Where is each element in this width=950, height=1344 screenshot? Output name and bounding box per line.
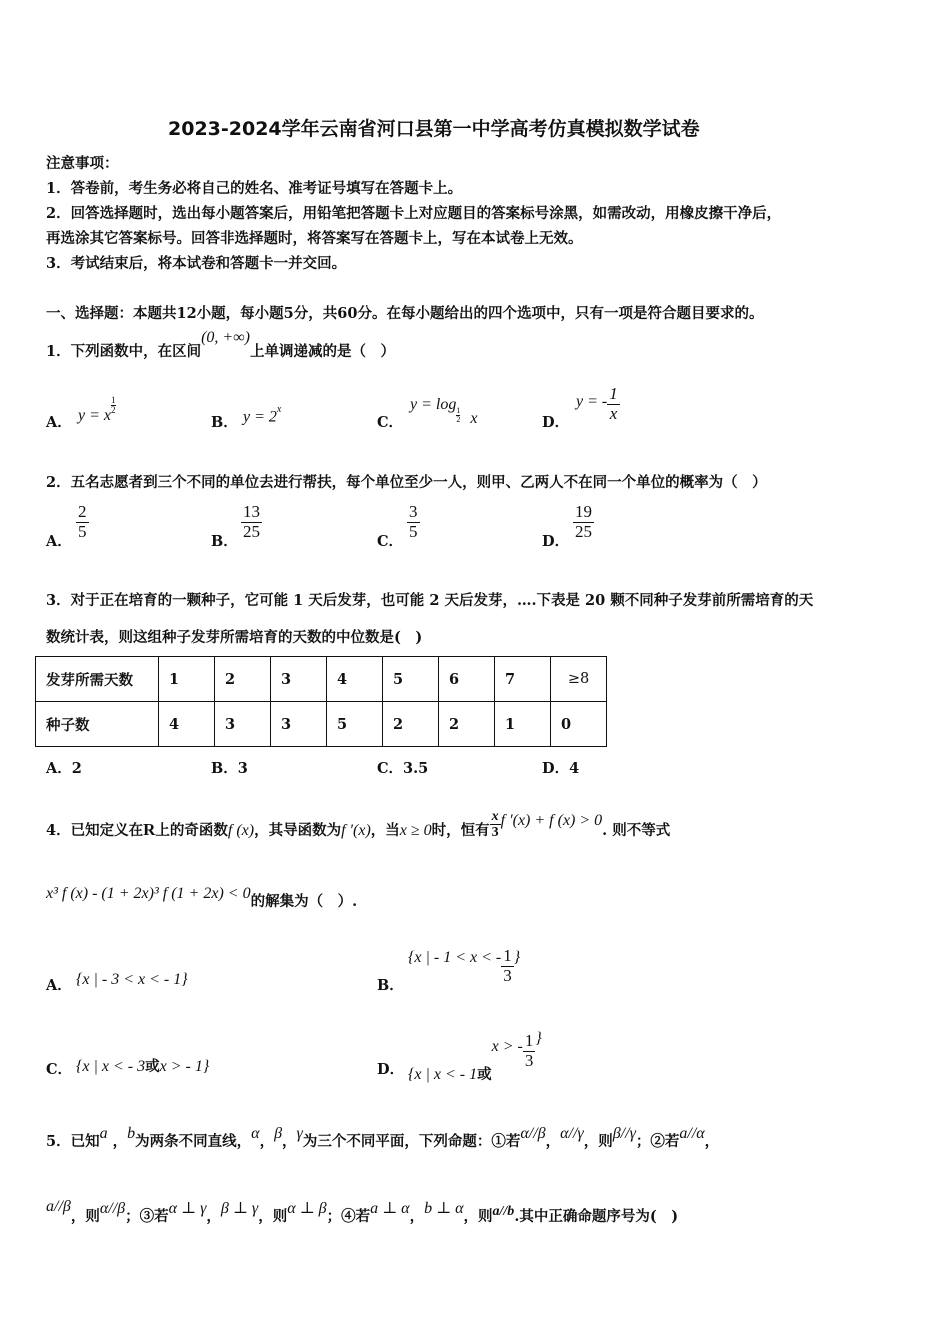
q4-option-d: {x | x < - 1或x > - $\frac{1}{3}$ } <box>408 1029 542 1083</box>
table-cell: 2 <box>383 702 439 747</box>
q2-option-a: $\frac{2}{5}$ <box>78 502 87 541</box>
q1-prefix: 1．下列函数中，在区间 <box>46 343 202 360</box>
q1-option-d: y = - $\frac{1}{x}$ <box>576 384 618 423</box>
q2-label-c: C． <box>377 533 404 550</box>
q4-label-b: B． <box>377 977 404 994</box>
q3-option-b: B．3 <box>211 760 248 777</box>
q4-option-a: {x | - 3 < x < - 1} <box>76 971 188 988</box>
table-cell: ≥8 <box>551 657 607 702</box>
table-cell: 4 <box>327 657 383 702</box>
notice-item: 2．回答选择题时，选出每小题答案后，用铅笔把答题卡上对应题目的答案标号涂黑，如需改动，用橡皮擦干净后， <box>46 205 782 222</box>
question-5-line-2: a//β，则α//β；③若α ⊥ γ，β ⊥ γ，则α ⊥ β；④若a ⊥ α，b ⊥ α，则a//b.其中正确命题序号为( ) <box>46 1198 679 1225</box>
q4-label-d: D． <box>377 1061 405 1078</box>
section-heading: 一、选择题：本题共12小题，每小题5分，共60分。在每小题给出的四个选项中，只有一项是符合题目要求的。 <box>46 305 764 322</box>
q1-label-d: D． <box>542 414 570 431</box>
q2-option-c: $\frac{3}{5}$ <box>409 502 418 541</box>
q1-option-c: y = log $\frac{1}{2}$ x <box>410 396 478 427</box>
notice-item: 3．考试结束后，将本试卷和答题卡一并交回。 <box>46 255 347 272</box>
table-cell: 5 <box>383 657 439 702</box>
table-cell: 2 <box>215 657 271 702</box>
q4-label-a: A． <box>46 977 72 994</box>
question-5-line-1: 5．已知a ，b为两条不同直线，α，β，γ为三个不同平面，下列命题：①若α//β，α//γ，则β//γ；②若a//α， <box>46 1125 720 1150</box>
table-cell: 种子数 <box>36 702 159 747</box>
table-cell: 4 <box>159 702 215 747</box>
q1-interval: (0, +∞) <box>201 329 250 346</box>
q1-option-b: $y = 2^x$ <box>243 404 282 426</box>
question-3-line-1: 3．对于正在培育的一颗种子，它可能 1 天后发芽，也可能 2 天后发芽，….下表是 20 颗不同种子发芽前所需培育的天 <box>46 592 814 609</box>
table-cell: 3 <box>215 702 271 747</box>
notice-item: 再选涂其它答案标号。回答非选择题时，将答案写在答题卡上，写在本试卷上无效。 <box>46 230 583 247</box>
q4-label-c: C． <box>46 1061 73 1078</box>
q2-option-b: $\frac{13}{25}$ <box>243 502 260 541</box>
table-cell: 6 <box>439 657 495 702</box>
q2-label-a: A． <box>46 533 72 550</box>
table-cell: 7 <box>495 657 551 702</box>
table-cell: 0 <box>551 702 607 747</box>
question-1 <box>46 329 395 361</box>
q4-option-b: {x | - 1 < x < - $\frac{1}{3}$ } <box>408 946 521 985</box>
table-cell: 1 <box>159 657 215 702</box>
table-row <box>36 657 607 702</box>
table-cell: 2 <box>439 702 495 747</box>
q1-option-a: y = x $\frac{1}{2}$ <box>78 395 116 424</box>
q3-table <box>35 656 607 747</box>
table-cell: 发芽所需天数 <box>36 657 159 702</box>
table-cell: 3 <box>271 657 327 702</box>
q1-label-b: B． <box>211 414 238 431</box>
question-2: 2．五名志愿者到三个不同的单位去进行帮扶，每个单位至少一人，则甲、乙两人不在同一个单位的概率为（ ） <box>46 474 767 491</box>
q4-option-c: {x | x < - 3或x > - 1} <box>76 1058 210 1075</box>
q1-label-c: C． <box>377 414 404 431</box>
question-3-line-2: 数统计表，则这组种子发芽所需培育的天数的中位数是( ) <box>46 629 423 646</box>
table-row <box>36 702 607 747</box>
q3-option-d: D．4 <box>542 760 580 777</box>
table-cell: 3 <box>271 702 327 747</box>
notice-heading: 注意事项： <box>46 155 119 172</box>
q2-label-b: B． <box>211 533 238 550</box>
page-title: 2023-2024学年云南省河口县第一中学高考仿真模拟数学试卷 <box>168 118 700 140</box>
q4-inequality: x³ f (x) - (1 + 2x)³ f (1 + 2x) < 0的解集为（ ）. <box>46 885 358 910</box>
q3-option-c: C．3.5 <box>377 760 429 777</box>
table-cell: 5 <box>327 702 383 747</box>
q1-suffix: 上单调递减的是（ ） <box>249 343 395 360</box>
q2-option-d: $\frac{19}{25}$ <box>575 502 592 541</box>
q3-option-a: A．2 <box>46 760 82 777</box>
table-cell: 1 <box>495 702 551 747</box>
q1-label-a: A． <box>46 414 72 431</box>
q2-label-d: D． <box>542 533 570 550</box>
notice-item: 1．答卷前，考生务必将自己的姓名、准考证号填写在答题卡上。 <box>46 180 463 197</box>
question-4: 4．已知定义在R上的奇函数f (x)，其导函数为f ′(x)，当x ≥ 0时，恒有 $\frac{x}{3}$ f ′(x) + f (x) > 0. 则不等式 <box>46 809 671 841</box>
